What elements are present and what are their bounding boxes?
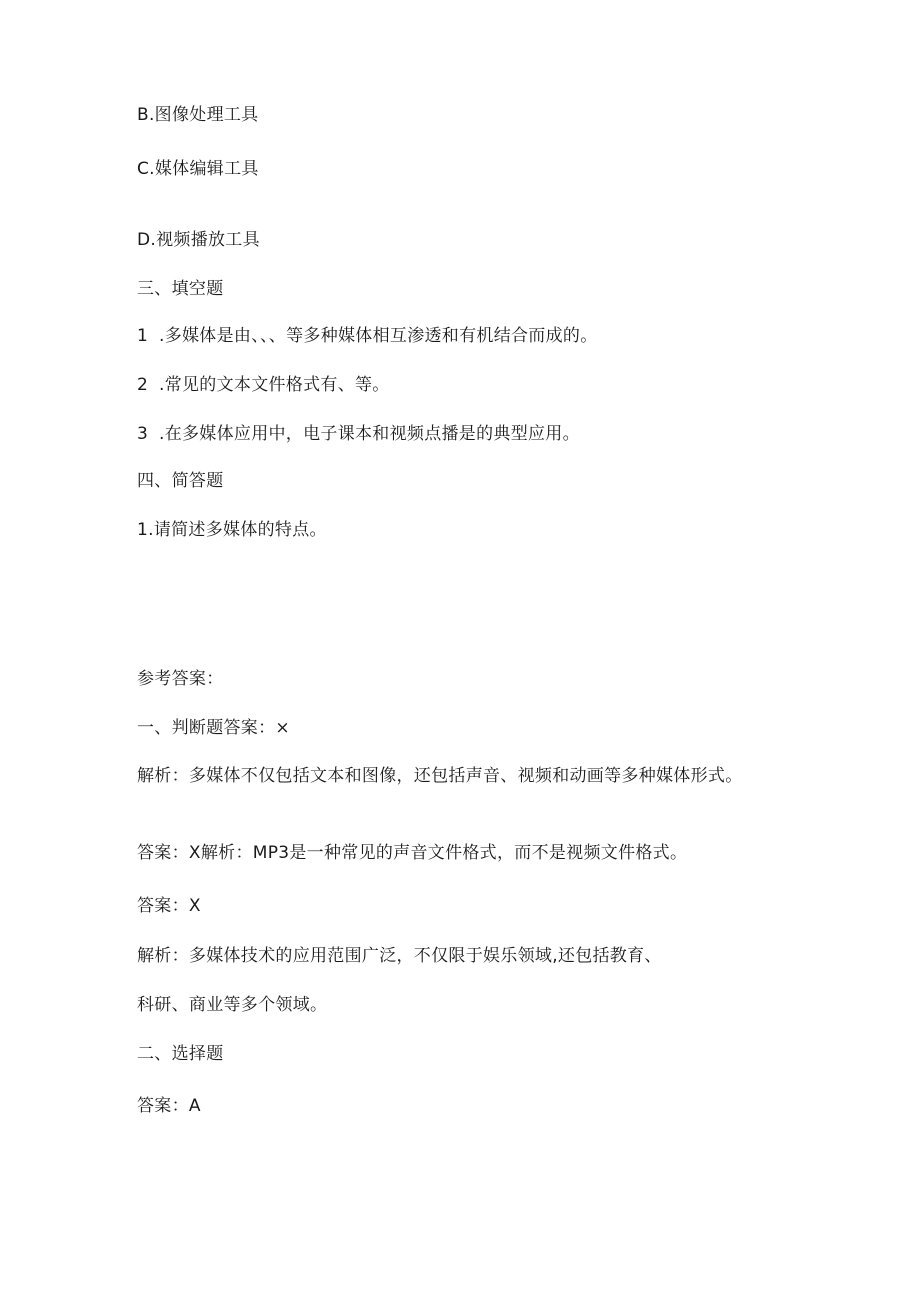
section-title-choice: 二、选择题 [137, 1044, 224, 1064]
fill-blank-item-1 [137, 323, 598, 349]
analysis-3-line-2: 科研、商业等多个领域。 [137, 995, 328, 1015]
item-text: .多媒体是由、、、等多种媒体相互渗透和有机结合而成的。 [159, 326, 598, 346]
item-text: .常见的文本文件格式有、等。 [159, 375, 390, 395]
option-b: B.图像处理工具 [137, 105, 259, 125]
item-text: .在多媒体应用中，电子课本和视频点播是的典型应用。 [159, 424, 580, 444]
choice-answer: 答案：A [137, 1096, 201, 1116]
fill-blank-item-3 [137, 421, 580, 447]
fill-blank-item-2 [137, 372, 390, 398]
answer-2: 答案：X解析：MP3是一种常见的声音文件格式，而不是视频文件格式。 [137, 843, 688, 863]
item-number: 1 [137, 326, 149, 346]
item-number: 2 [137, 375, 149, 395]
analysis-1: 解析：多媒体不仅包括文本和图像，还包括声音、视频和动画等多种媒体形式。 [137, 766, 743, 786]
option-d: D.视频播放工具 [137, 230, 260, 250]
section-title-fill-blank: 三、填空题 [137, 279, 224, 299]
judge-answer-title: 一、判断题答案：× [137, 718, 290, 738]
option-c: C.媒体编辑工具 [137, 159, 259, 179]
answers-title: 参考答案： [137, 669, 224, 689]
answer-3: 答案：X [137, 896, 201, 916]
short-answer-item-1: 1.请简述多媒体的特点。 [137, 520, 327, 540]
analysis-3-line-1: 解析：多媒体技术的应用范围广泛，不仅限于娱乐领域,还包括教育、 [137, 946, 662, 966]
item-number: 3 [137, 424, 149, 444]
section-title-short-answer: 四、简答题 [137, 471, 224, 491]
